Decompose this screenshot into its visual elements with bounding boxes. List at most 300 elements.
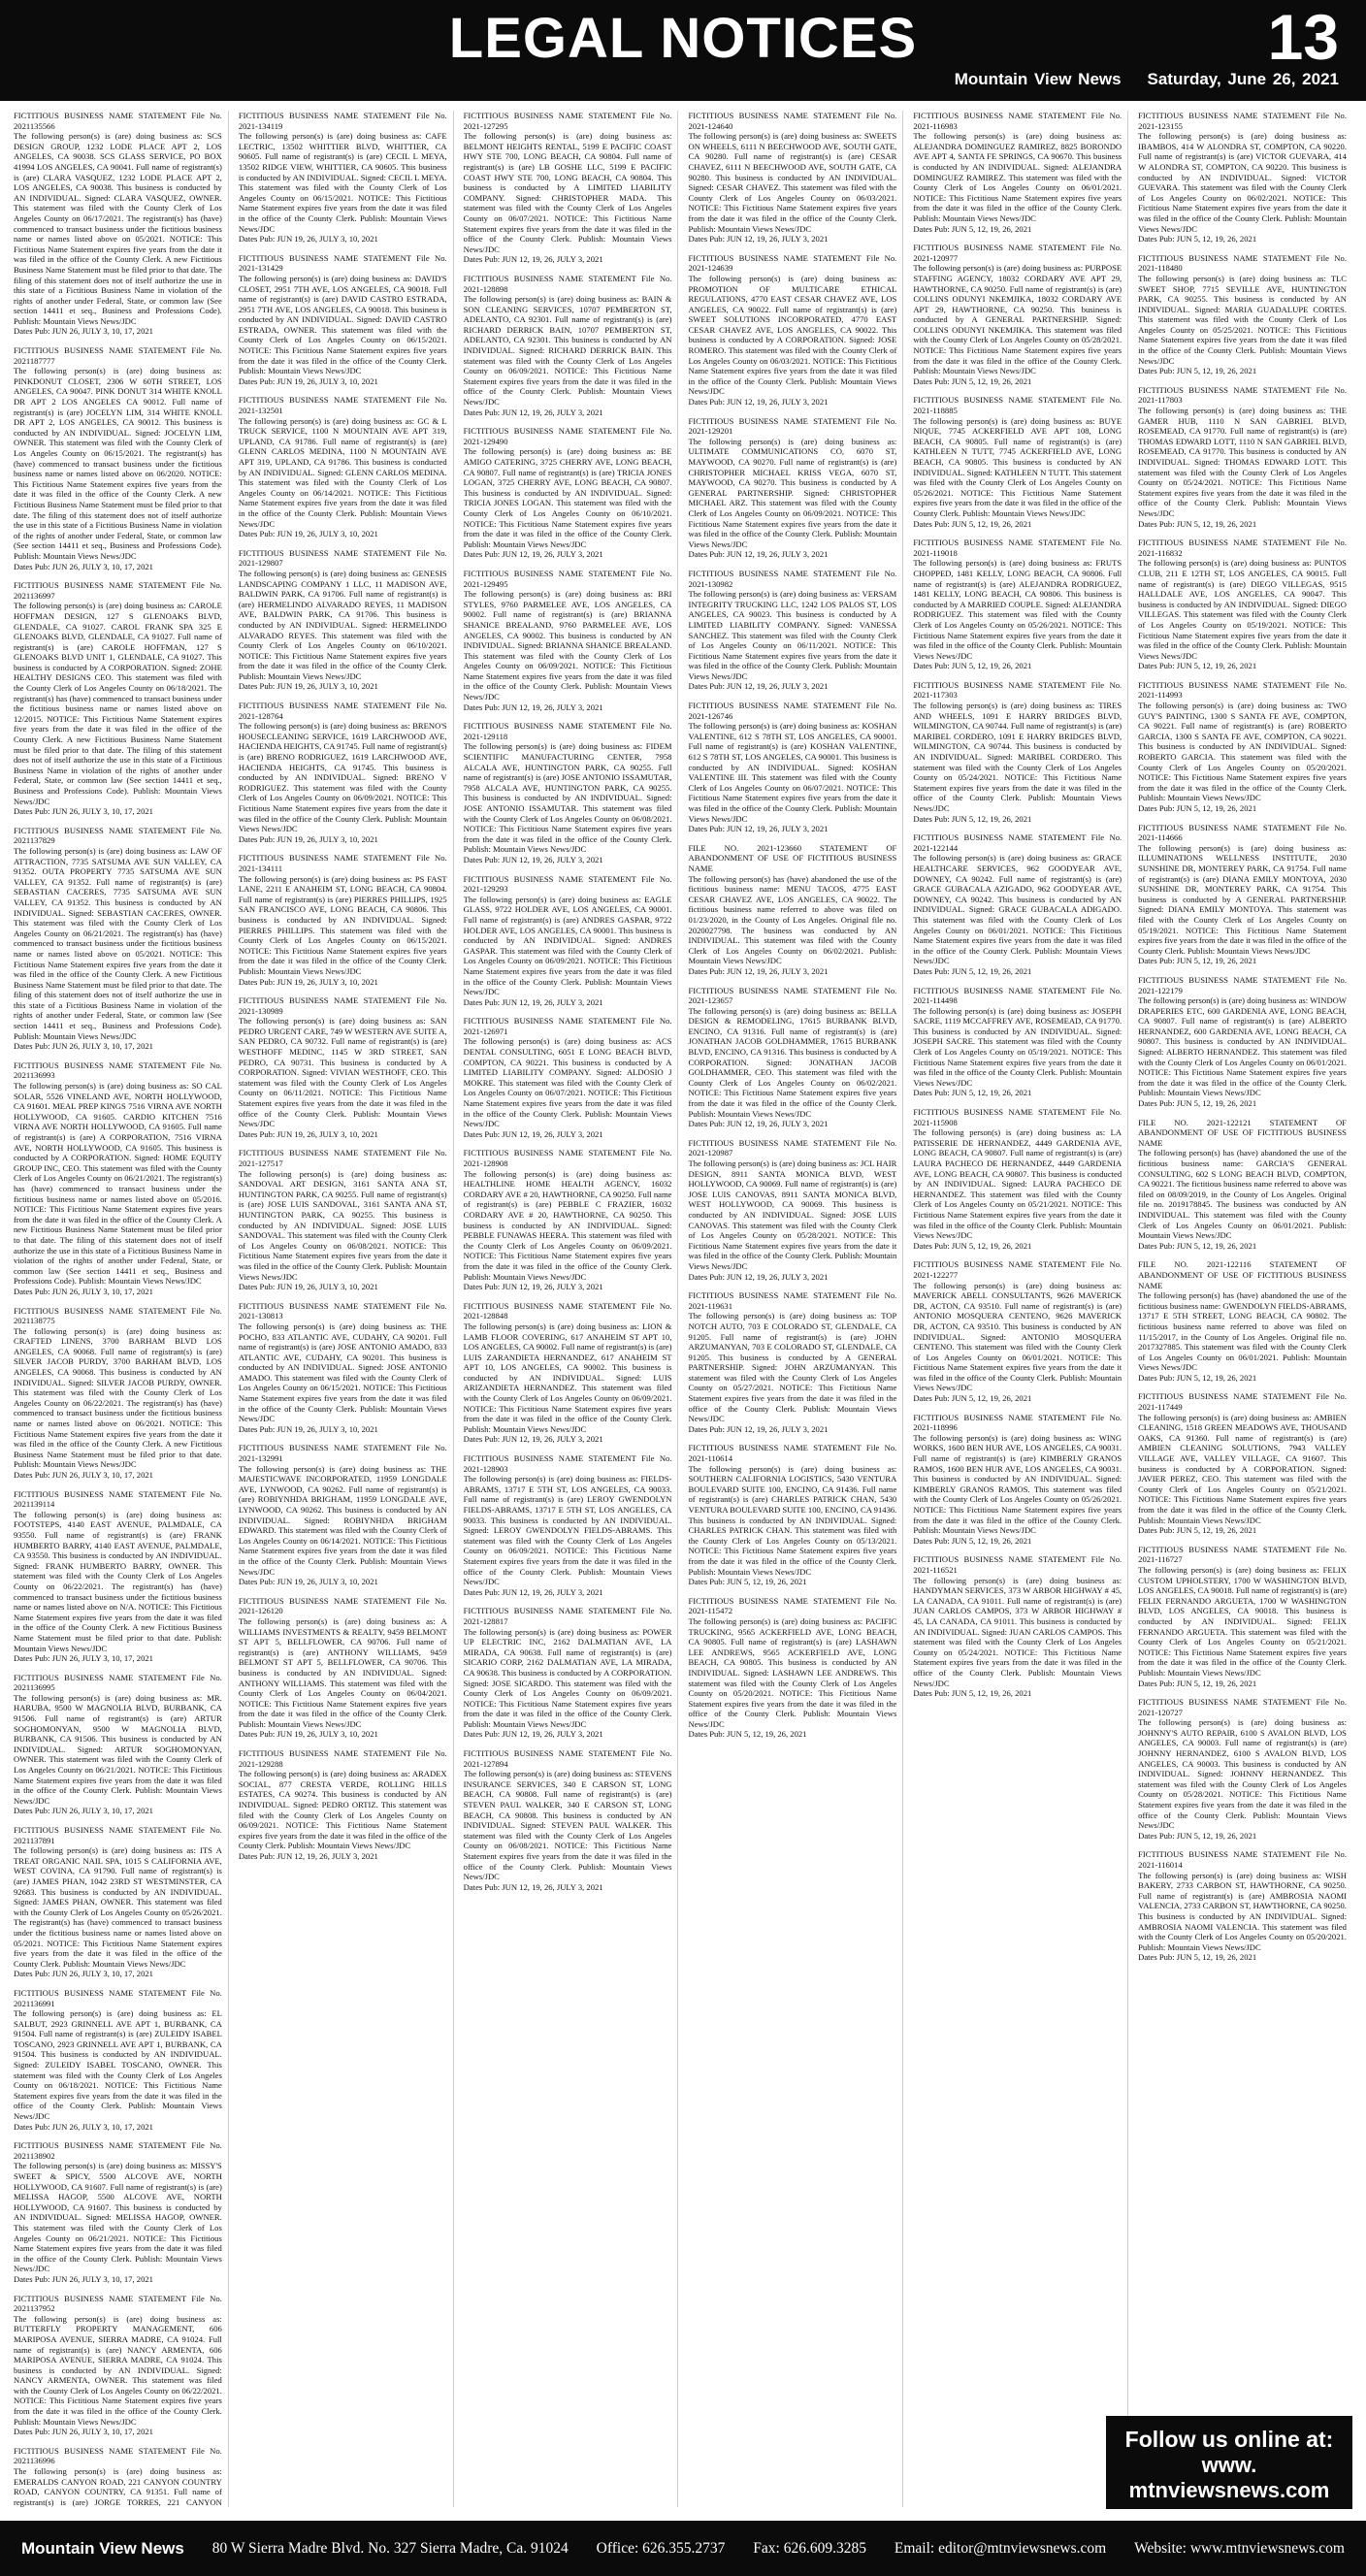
- notice-head: FICTITIOUS BUSINESS NAME STATEMENT File No. 2021-114498: [913, 985, 1122, 1006]
- notice-head: FICTITIOUS BUSINESS NAME STATEMENT File No. 2021-127295: [463, 111, 672, 131]
- legal-notice: [239, 548, 447, 692]
- notice-body: The following person(s) is (are) doing business as: BELLA DESIGN & REMODELING, 17615 BURBANK BLVD, ENCINO, CA 91316. Full name of registrant(s) is (are) JONATHAN JACOB GOLDHAMMER, 17615 BURBANK BLVD, ENCINO, CA 91316. This business is conducted by A CORPORATION. Signed: JONATHAN JACOB GOLDHAMMER, CEO. This statement was filed with the County Clerk of Los Angeles County on 06/02/2021. NOTICE: This Fictitious Name Statement expires five years from the date it was filed in the office of the County Clerk. Publish: Mountain Views News/JDC: [688, 1005, 897, 1119]
- notice-head: FICTITIOUS BUSINESS NAME STATEMENT File No. 2021-127894: [463, 1748, 672, 1769]
- notice-head: FICTITIOUS BUSINESS NAME STATEMENT File No. 2021135566: [14, 111, 222, 131]
- notice-body: The following person(s) is (are) doing business as: MR. HARUBA, 9500 W MAGNOLIA BLVD, BURBANK, CA 91506. Full name of registrant(s) is (are) ARTUR SOGHOMONYAN, 9500 W MAGNOLIA BLVD, BURBANK, CA 91506. This business is conducted by AN INDIVIDUAL. Signed: ARTUR SOGHOMONYAN, OWNER. This statement was filed with the County Clerk of Los Angeles County on 06/21/2021. NOTICE: This Fictitious Name Statement expires five years from the date it was filed in the office of the County Clerk. Publish: Mountain Views News/JDC: [14, 1692, 222, 1806]
- notice-dates: Dates Pub: JUN 5, 12, 19, 26, 2021: [1138, 1525, 1257, 1536]
- legal-notice: [14, 111, 222, 337]
- notice-dates: Dates Pub: JUN 5, 12, 19, 26, 2021: [1138, 803, 1257, 813]
- footer-paper-name: Mountain View News: [21, 2538, 184, 2558]
- notice-dates: Dates Pub: JUN 26, JULY 3, 10, 17, 2021: [14, 2273, 153, 2284]
- legal-notice: [913, 1107, 1122, 1251]
- issue-date: Saturday, June 26, 2021: [1147, 70, 1339, 88]
- legal-notice: [14, 2446, 222, 2507]
- notice-column: [14, 111, 229, 2507]
- notice-dates: Dates Pub: JUN 5, 12, 19, 26, 2021: [1138, 518, 1257, 529]
- legal-notice: [464, 1016, 672, 1139]
- notice-dates: Dates Pub: JUN 12, 19, 26, JULY 3, 2021: [463, 996, 603, 1007]
- notice-dates: Dates Pub: JUN 5, 12, 19, 26, 2021: [1138, 1952, 1257, 1963]
- legal-notice: [239, 111, 447, 245]
- notice-body: The following person(s) is (are) doing business as: FELIX CUSTOM UPHOLSTERY, 1700 W WASHINGTON BLVD, LOS ANGELES, CA 90018. Full name of registrant(s) is (are) FELIX FERNANDO ARGUETA, 1700 W WASHINGTON BLVD, LOS ANGELES, CA 90018. This business is conducted by AN INDIVIDUAL. Signed: FELIX FERNANDO ARGUETA. This statement was filed with the County Clerk of Los Angeles County on 05/21/2021. NOTICE: This Fictitious Name Statement expires five years from the date it was filed in the office of the County Clerk. Publish: Mountain Views News/JDC: [1138, 1564, 1347, 1678]
- notice-dates: Dates Pub: JUN 26, JULY 3, 10, 17, 2021: [14, 806, 153, 817]
- notice-dates: Dates Pub: JUN 5, 12, 19, 26, 2021: [913, 1088, 1032, 1098]
- legal-notice: [14, 580, 222, 817]
- notice-body: The following person(s) is (are) doing business as: A WILLIAMS INVESTMENTS & REALTY, 9459 BELMONT ST APT 5, BELLFLOWER, CA 90706. Full name of registrant(s) is (are) ANTHONY WILLIAMS, 9459 BELMONT ST APT 5, BELLFLOWER, CA 90706. This business is conducted by AN INDIVIDUAL. Signed: ANTHONY WILLIAMS. This statement was filed with the County Clerk of Los Angeles County on 06/04/2021. NOTICE: This Fictitious Name Statement expires five years from the date it was filed in the office of the County Clerk. Publish: Mountain Views News/JDC: [238, 1615, 447, 1729]
- notice-dates: Dates Pub: JUN 26, JULY 3, 10, 17, 2021: [14, 1969, 153, 1979]
- legal-notice: [1138, 253, 1347, 376]
- notice-body: The following person(s) is (are) doing business as: TWO GUY'S PAINTING, 1300 S SANTA FE AVE, COMPTON, CA 90221. Full name of registrant(s) is (are) ROBERTO GARCIA, 1300 S SANTA FE AVE, COMPTON, CA 90221. This business is conducted by AN INDIVIDUAL. Signed: ROBERTO GARCIA. This statement was filed with the County Clerk of Los Angeles County on 05/20/2021. NOTICE: This Fictitious Name Statement expires five years from the date it was filed in the office of the County Clerk. Publish: Mountain Views News/JDC: [1138, 701, 1347, 803]
- legal-notice: [688, 253, 896, 408]
- legal-notice: [1138, 1391, 1347, 1535]
- paper-name: Mountain View News: [954, 70, 1122, 88]
- legal-notice: [14, 1988, 222, 2132]
- notice-body: The following person(s) is (are) doing business as: ARADEX SOCIAL, 877 CRESTA VERDE, ROLLING HILLS ESTATES, CA 90274. This business is conducted by AN INDIVIDUAL. Signed: PEDRO ORTIZ. This statement was filed with the County Clerk of Los Angeles County on 06/09/2021. NOTICE: This Fictitious Name Statement expires five years from the date it was filed in the office of the County Clerk. Publish: Mountain Views News/JDC: [238, 1769, 447, 1851]
- legal-notice: [913, 1259, 1122, 1403]
- notice-body: The following person(s) is (are) doing business as: BUTTERFLY PROPERTY MANAGEMENT, 606 MARIPOSA AVENUE, SIERRA MADRE, CA 91024. Full name of registrant(s) is (are) NANCY ARMENTA, 606 MARIPOSA AVENUE, SIERRA MADRE, CA 91024. This business is conducted by AN INDIVIDUAL. Signed: NANCY ARMENTA, OWNER. This statement was filed with the County Clerk of Los Angeles County on 06/22/2021. NOTICE: This Fictitious Name Statement expires five years from the date it was filed in the office of the County Clerk. Publish: Mountain Views News/JDC: [14, 2313, 222, 2427]
- legal-notice: [239, 995, 447, 1139]
- notice-body: The following person(s) is (are) doing business as: MAVERICK ABELL CONSULTANTS, 9626 MAVERICK DR, ACTON, CA 93510. Full name of registrant(s) is (are) ANTONIO MOSQUERA CENTENO, 9626 MAVERICK DR, ACTON, CA 93510. This business is conducted by AN INDIVIDUAL. Signed: ANTONIO MOSQUERA CENTENO. This statement was filed with the County Clerk of Los Angeles County on 06/01/2021. NOTICE: This Fictitious Name Statement expires five years from the date it was filed in the office of the County Clerk. Publish: Mountain Views News/JDC: [913, 1280, 1122, 1393]
- notice-dates: Dates Pub: JUN 5, 12, 19, 26, 2021: [913, 965, 1032, 976]
- notice-body: The following person(s) is (are) doing business as: THE GAMER HUB, 1110 N SAN GABRIEL BLVD, ROSEMEAD, CA 91770. Full name of registrant(s) is (are) THOMAS EDWARD LOTT, 1110 N SAN GABRIEL BLVD, ROSEMEAD, CA 91770. This business is conducted by AN INDIVIDUAL. Signed: THOMAS EDWARD LOTT. This statement was filed with the County Clerk of Los Angeles County on 05/24/2021. NOTICE: This Fictitious Name Statement expires five years from the date it was filed in the office of the County Clerk. Publish: Mountain Views News/JDC: [1138, 406, 1347, 518]
- legal-notice: [464, 1453, 672, 1597]
- notice-body: The following person(s) is (are) doing business as: PUNTOS CLUB, 211 E 12TH ST, LOS ANGELES, CA 90015. Full name of registrant(s) is (are) DIEGO VILLEGAS, 9515 HALLDALE AVE, LOS ANGELES, CA 90047. This business is conducted by AN INDIVIDUAL. Signed: DIEGO VILLEGAS. This statement was filed with the County Clerk of Los Angeles County on 05/19/2021. NOTICE: This Fictitious Name Statement expires five years from the date it was filed in the office of the County Clerk. Publish: Mountain Views News/JDC: [1138, 558, 1347, 661]
- legal-notice: [1138, 111, 1347, 245]
- legal-notice: [688, 986, 896, 1129]
- notice-dates: Dates Pub: JUN 26, JULY 3, 10, 17, 2021: [14, 561, 153, 571]
- notice-body: The following person(s) is (are) doing business as: IBAMBOS, 414 W ALONDRA ST, COMPTON, CA 90220. Full name of registrant(s) is (are) VICTOR GUEVARA, 414 W ALONDRA ST, COMPTON, CA 90220. This business is conducted by AN INDIVIDUAL. Signed: VICTOR GUEVARA. This statement was filed with the County Clerk of Los Angeles County on 06/02/2021. NOTICE: This Fictitious Name Statement expires five years from the date it was filed in the office of the County Clerk. Publish: Mountain Views News/JDC: [1138, 131, 1347, 234]
- legal-notice: [1138, 823, 1347, 966]
- legal-notice: [239, 395, 447, 538]
- notice-body: The following person(s) is (are) doing business as: GENESIS LANDSCAPING COMPANY 1 LLC, 11 MADISON AVE, BALDWIN PARK, CA 91706. Full name of registrant(s) is (are) HERMELINDO ALVARADO REYES, 11 MADISON AVE, BALDWIN PARK, CA 91706. This business is conducted by AN INDIVIDUAL. Signed: HERMELINDO ALVARADO REYES. This statement was filed with the County Clerk of Los Angeles County on 06/10/2021. NOTICE: This Fictitious Name Statement expires five years from the date it was filed in the office of the County Clerk. Publish: Mountain Views News/JDC: [238, 568, 447, 681]
- notice-body: The following person(s) is (are) doing business as: TIRES AND WHEELS, 1091 E HARRY BRIDGES BLVD, WILMINGTON, CA 90744. Full name of registrant(s) is (are) MARIBEL CORDERO, 1091 E HARRY BRIDGES BLVD, WILMINGTON, CA 90744. This business is conducted by AN INDIVIDUAL. Signed: MARIBEL CORDERO. This statement was filed with the County Clerk of Los Angeles County on 05/24/2021. NOTICE: This Fictitious Name Statement expires five years from the date it was filed in the office of the County Clerk. Publish: Mountain Views News/JDC: [913, 701, 1122, 813]
- legal-notice: [464, 874, 672, 1008]
- notice-dates: Dates Pub: JUN 5, 12, 19, 26, 2021: [1138, 661, 1257, 671]
- notice-dates: Dates Pub: JUN 12, 19, 26, JULY 3, 2021: [463, 854, 603, 864]
- notice-dates: Dates Pub: JUN 12, 19, 26, JULY 3, 2021: [688, 234, 829, 245]
- notice-dates: Dates Pub: JUN 12, 19, 26, JULY 3, 2021: [688, 397, 829, 408]
- notice-head: FICTITIOUS BUSINESS NAME STATEMENT File No. 2021-129288: [238, 1748, 447, 1769]
- notice-head: FILE NO. 2021-123660 STATEMENT OF ABANDONMENT OF USE OF FICTITIOUS BUSINESS NAME: [688, 842, 897, 873]
- notice-body: The following person(s) is (are) doing business as: BAIN & SON CLEANING SERVICES, 10707 PEMBERTON ST, ADELANTO, CA 92301. Full name of registrant(s) is (are) RICHARD DERRICK BAIN, 10707 PEMBERTON ST, ADELANTO, CA 92301. This business is conducted by AN INDIVIDUAL. Signed: RICHARD DERRICK BAIN. This statement was filed with the County Clerk of Los Angeles County on 06/09/2021. NOTICE: This Fictitious Name Statement expires five years from the date it was filed in the office of the County Clerk. Publish: Mountain Views News/JDC: [463, 294, 672, 408]
- notice-dates: Dates Pub: JUN 19, 26, JULY 3, 10, 2021: [238, 1128, 378, 1139]
- notice-dates: Dates Pub: JUN 12, 19, 26, JULY 3, 2021: [463, 701, 603, 712]
- notice-head: FICTITIOUS BUSINESS NAME STATEMENT File No. 2021136996: [14, 2445, 222, 2466]
- notice-body: The following person(s) is (are) doing business as: CAFE LECTRIC, 13502 WHITTIER BLVD, WHITTIER, CA 90605. Full name of registrant(s) is (are) CECIL L MEYA, 13502 RIDGE VIEW, WHITTIER, CA 90605. This business is conducted by AN INDIVIDUAL. Signed: CECIL L MEYA. This statement was filed with the County Clerk of Los Angeles County on 06/15/2021. NOTICE: This Fictitious Name Statement expires five years from the date it was filed in the office of the County Clerk. Publish: Mountain Views News/JDC: [238, 131, 447, 234]
- notice-head: FICTITIOUS BUSINESS NAME STATEMENT File No. 2021-118996: [913, 1412, 1122, 1433]
- legal-notice: [239, 253, 447, 387]
- notice-dates: Dates Pub: JUN 5, 12, 19, 26, 2021: [913, 518, 1032, 529]
- notice-head: FICTITIOUS BUSINESS NAME STATEMENT File No. 2021-127517: [238, 1148, 447, 1168]
- notice-dates: Dates Pub: JUN 5, 12, 19, 26, 2021: [1138, 234, 1257, 245]
- notice-body: The following person(s) is (are) doing business as: TOP NOTCH AUTO, 703 E COLORADO ST, GLENDALE, CA 91205. Full name of registrant(s) is (are) JOHN ARZUMANYAN, 703 E COLORADO ST, GLENDALE, CA 91205. This business is conducted by A GENERAL PARTNERSHIP. Signed: JOHN ARZUMANYAN. This statement was filed with the County Clerk of Los Angeles County on 05/27/2021. NOTICE: This Fictitious Name Statement expires five years from the date it was filed in the office of the County Clerk. Publish: Mountain Views News/JDC: [688, 1311, 897, 1424]
- notice-dates: Dates Pub: JUN 26, JULY 3, 10, 17, 2021: [14, 1806, 153, 1816]
- notice-dates: Dates Pub: JUN 19, 26, JULY 3, 10, 2021: [238, 1282, 378, 1292]
- legal-notice: [913, 680, 1122, 824]
- notice-head: FICTITIOUS BUSINESS NAME STATEMENT File No. 2021-120977: [913, 243, 1122, 263]
- legal-notice: [14, 2140, 222, 2284]
- footer-address: 80 W Sierra Madre Blvd. No. 327 Sierra Madre, Ca. 91024: [211, 2539, 569, 2557]
- notice-body: The following person(s) is (are) doing business as: HANDYMAN SERVICES, 373 W ARBOR HIGHWAY # 45, LA CANADA, CA 91011. Full name of registrant(s) is (are) JUAN CARLOS CAMPOS, 373 W ARBOR HIGHWAY # 45, LA CANADA, CA 91011. This business is conducted by AN INDIVIDUAL. Signed: JUAN CARLOS CAMPOS. This statement was filed with the County Clerk of Los Angeles County on 05/24/2021. NOTICE: This Fictitious Name Statement expires five years from the date it was filed in the office of the County Clerk. Publish: Mountain Views News/JDC: [913, 1575, 1122, 1688]
- notice-dates: Dates Pub: JUN 12, 19, 26, JULY 3, 2021: [238, 1851, 378, 1861]
- notice-dates: Dates Pub: JUN 5, 12, 19, 26, 2021: [1138, 1098, 1257, 1109]
- legal-notice: [688, 843, 896, 977]
- legal-notice: [464, 426, 672, 560]
- notice-head: FICTITIOUS BUSINESS NAME STATEMENT File No. 2021-114993: [1138, 679, 1347, 701]
- notice-dates: Dates Pub: JUN 26, JULY 3, 10, 17, 2021: [14, 2121, 153, 2132]
- legal-notice: [1138, 975, 1347, 1109]
- legal-notice: [239, 1443, 447, 1586]
- notice-body: The following person(s) is (are) doing business as: PURPOSE STAFFING AGENCY, 18032 CORDARY AVE APT 29, HAWTHORNE, CA 90250. Full name of registrant(s) is (are) COLLINS ODUNYI NKEMJIKA, 18032 CORDARY AVE APT 29, HAWTHORNE, CA 90250. This business is conducted by A GENERAL PARTNERSHIP. Signed: COLLINS ODUNYI NKEMJIKA. This statement was filed with the County Clerk of Los Angeles County on 05/28/2021. NOTICE: This Fictitious Name Statement expires five years from the date it was filed in the office of the County Clerk. Publish: Mountain Views News/JDC: [913, 263, 1122, 376]
- notice-dates: Dates Pub: JUN 12, 19, 26, JULY 3, 2021: [463, 1729, 603, 1740]
- notice-dates: Dates Pub: JUN 12, 19, 26, JULY 3, 2021: [688, 965, 829, 976]
- notice-column: [1138, 111, 1352, 2507]
- notice-body: The following person(s) is (are) doing business as: SCS DESIGN GROUP, 1232 LODE PLACE APT 2, LOS ANGELES, CA 90038. SCS GLASS SERVICE, PO BOX 41994 LOS ANGELES, CA 90041. Full name of registrant(s) is (are) CLARA VASQUEZ, 1232 LODE PLACE APT 2, LOS ANGELES, CA 90038. This business is conducted by AN INDIVIDUAL. Signed: CLARA VASQUEZ, OWNER. This statement was filed with the County Clerk of Los Angeles County on 06/17/2021. The registrant(s) has (have) commenced to transact business under the fictitious business name or names listed above on 05/2021. NOTICE: This Fictitious Name Statement expires five years from the date it was filed in the office of the County Clerk. A new Fictitious Business Name Statement must be filed prior to that date. The filing of this statement does not of itself authorize the use in this state of a Fictitious Business Name in violation of the rights of another under Federal, State, or common law (See section 14411 et seq., Business and Professions Code). Publish: Mountain Views News/JDC: [14, 131, 222, 326]
- notice-head: FICTITIOUS BUSINESS NAME STATEMENT File No. 2021-131429: [238, 252, 447, 274]
- notice-head: FICTITIOUS BUSINESS NAME STATEMENT File No. 2021-128848: [463, 1300, 672, 1321]
- notice-head: FICTITIOUS BUSINESS NAME STATEMENT File No. 2021-128898: [463, 273, 672, 294]
- legal-notice: [464, 274, 672, 417]
- notice-dates: Dates Pub: JUN 19, 26, JULY 3, 10, 2021: [238, 234, 378, 245]
- notice-head: FICTITIOUS BUSINESS NAME STATEMENT File No. 2021-116832: [1138, 538, 1347, 558]
- notice-dates: Dates Pub: JUN 12, 19, 26, JULY 3, 2021: [463, 254, 603, 265]
- follow-online-box[interactable]: [1106, 2416, 1352, 2509]
- notice-body: The following person(s) is (are) doing business as: BRENO'S HOUSECLEANING SERVICE, 1619 LARCHWOOD AVE, HACIENDA HEIGHTS, CA 91745. Full name of registrant(s) is (are) BRENO RODRIGUEZ, 1619 LARCHWOOD AVE, HACIENDA HEIGHTS, CA 91745. This business is conducted by AN INDIVIDUAL. Signed: BRENO V RODRIGUEZ. This statement was filed with the County Clerk of Los Angeles County on 06/09/2021. NOTICE: This Fictitious Name Statement expires five years from the date it was filed in the office of the County Clerk. Publish: Mountain Views News/JDC: [238, 721, 447, 834]
- notice-head: FICTITIOUS BUSINESS NAME STATEMENT File No. 2021-129293: [463, 873, 672, 895]
- follow-label: Follow us online at:: [1124, 2427, 1334, 2452]
- legal-notice: [913, 395, 1122, 529]
- notice-head: FICTITIOUS BUSINESS NAME STATEMENT File No. 2021-119631: [688, 1290, 897, 1311]
- notice-head: FICTITIOUS BUSINESS NAME STATEMENT File No. 2021137829: [14, 825, 222, 846]
- notice-dates: Dates Pub: JUN 5, 12, 19, 26, 2021: [688, 1577, 807, 1587]
- notice-head: FICTITIOUS BUSINESS NAME STATEMENT File No. 2021-128908: [463, 1148, 672, 1168]
- notice-body: The following person(s) is (are) doing business as: MISSY'S SWEET & SPICY, 5500 ALCOVE AVE, NORTH HOLLYWOOD, CA 91607. Full name of registrant(s) is (are) MELISSA HAGOP, 5500 ALCOVE AVE, NORTH HOLLYWOOD, CA 91607. This business is conducted by AN INDIVIDUAL. Signed: MELISSA HAGOP, OWNER. This statement was filed with the County Clerk of Los Angeles County on 06/21/2021. NOTICE: This Fictitious Name Statement expires five years from the date it was filed in the office of the County Clerk. Publish: Mountain Views News/JDC: [14, 2161, 222, 2274]
- notice-dates: Dates Pub: JUN 26, JULY 3, 10, 17, 2021: [14, 1041, 153, 1052]
- masthead: [0, 0, 1366, 101]
- notice-head: FICTITIOUS BUSINESS NAME STATEMENT File No. 2021-115472: [688, 1595, 897, 1616]
- notice-body: The following person(s) is (are) doing business as: GC & L TRUCK SERVICE, 1100 N MOUNTAIN AVE APT 319, UPLAND, CA 91786. Full name of registrant(s) is (are) GLENN CARLOS MEDINA, 1100 N MOUNTAIN AVE APT 319, UPLAND, CA 91786. This business is conducted by AN INDIVIDUAL. Signed: GLENN CARLOS MEDINA. This statement was filed with the County Clerk of Los Angeles County on 06/14/2021. NOTICE: This Fictitious Name Statement expires five years from the date it was filed in the office of the County Clerk. Publish: Mountain Views News/JDC: [238, 415, 447, 529]
- notice-body: The following person(s) is (are) doing business as: FIDEM SCIENTIFIC MANUFACTURING CENTER, 7958 ALCALA AVE, HUNTINGTON PARK, CA 90255. Full name of registrant(s) is (are) JOSE ANTONIO ISSAMUTAR, 7958 ALCALA AVE, HUNTINGTON PARK, CA 90255. This business is conducted by AN INDIVIDUAL. Signed: JOSE ANTONIO ISSAMUTAR. This statement was filed with the County Clerk of Los Angeles County on 06/08/2021. NOTICE: This Fictitious Name Statement expires five years from the date it was filed in the office of the County Clerk. Publish: Mountain Views News/JDC: [463, 741, 672, 855]
- legal-notice: [14, 1825, 222, 1979]
- legal-notice: [688, 416, 896, 560]
- notice-dates: Dates Pub: JUN 19, 26, JULY 3, 10, 2021: [238, 1577, 378, 1587]
- legal-notice: [239, 1748, 447, 1862]
- notice-head: FICTITIOUS BUSINESS NAME STATEMENT File No. 2021137891: [14, 1825, 222, 1845]
- notice-head: FICTITIOUS BUSINESS NAME STATEMENT File No. 2021-120987: [688, 1137, 897, 1158]
- legal-notice: [913, 243, 1122, 386]
- notice-head: FICTITIOUS BUSINESS NAME STATEMENT File No. 2021-116983: [913, 111, 1122, 131]
- notice-body: The following person(s) is (are) doing business as: THE MAJESTICWAVE INCORPORATED, 11959 LONGDALE AVE, LYNWOOD, CA 90262. Full name of registrant(s) is (are) ROBIYNHDA BRIGHAM, 11959 LONGDALE AVE, LYNWOOD, CA 90262. This business is conducted by AN INDIVIDUAL. Signed: ROBIYNHDA BRIGHAM EDWARD. This statement was filed with the County Clerk of Los Angeles County on 06/14/2021. NOTICE: This Fictitious Name Statement expires five years from the date it was filed in the office of the County Clerk. Publish: Mountain Views News/JDC: [238, 1463, 447, 1577]
- notice-columns: [14, 111, 1352, 2507]
- legal-notice: [239, 1148, 447, 1291]
- notice-head: FICTITIOUS BUSINESS NAME STATEMENT File No. 2021-122179: [1138, 974, 1347, 995]
- legal-notice: [239, 1596, 447, 1740]
- legal-notice: [14, 1673, 222, 1816]
- notice-head: FICTITIOUS BUSINESS NAME STATEMENT File No. 2021-117449: [1138, 1391, 1347, 1413]
- section-title: LEGAL NOTICES: [448, 7, 918, 70]
- notice-body: The following person(s) is (are) doing business as: FRUTS CHOPPED, 1481 KELLY, LONG BEACH, CA 90806. Full name of registrant(s) is (are) ALEJANDRA RODRIGUEZ, 1481 KELLY, LONG BEACH, CA 90806. This business is conducted by A MARRIED COUPLE. Signed: ALEJANDRA RODRIGUEZ. This statement was filed with the County Clerk of Los Angeles County on 05/26/2021. NOTICE: This Fictitious Name Statement expires five years from the date it was filed in the office of the County Clerk. Publish: Mountain Views News/JDC: [913, 558, 1122, 661]
- notice-body: The following person(s) is (are) doing business as: VERSAM INTEGRITY TRUCKING LLC, 1242 LOS PALOS ST, LOS ANGELES, CA 90023. This business is conducted by A LIMITED LIABILITY COMPANY. Signed: VANESSA SANCHEZ. This statement was filed with the County Clerk of Los Angeles County on 06/11/2021. NOTICE: This Fictitious Name Statement expires five years from the date it was filed in the office of the County Clerk. Publish: Mountain Views News/JDC: [688, 589, 897, 681]
- notice-body: The following person(s) is (are) doing business as: BELMONT HEIGHTS RENTAL, 5199 E PACIFIC COAST HWY STE 700, LONG BEACH, CA 90804. Full name of registrant(s) is (are) LB GOSHE LLC, 5199 E PACIFIC COAST HWY STE 700, LONG BEACH, CA 90804. This business is conducted by A LIMITED LIABILITY COMPANY. Signed: CHRISTOPHER MADA. This statement was filed with the County Clerk of Los Angeles County on 06/07/2021. NOTICE: This Fictitious Name Statement expires five years from the date it was filed in the office of the County Clerk. Publish: Mountain Views News/JDC: [463, 131, 672, 254]
- notice-body: The following person(s) is (are) doing business as: EL SALBUT, 2923 GRINNELL AVE APT 1, BURBANK, CA 91504. Full name of registrant(s) is (are) ZULEIDY ISABEL TOSCANO, 2923 GRINNELL AVE APT 1, BURBANK, CA 91504. This business is conducted by AN INDIVIDUAL. Signed: ZULEIDY ISABEL TOSCANO, OWNER. This statement was filed with the County Clerk of Los Angeles County on 06/18/2021. NOTICE: This Fictitious Name Statement expires five years from the date it was filed in the office of the County Clerk. Publish: Mountain Views News/JDC: [14, 2008, 222, 2122]
- footer-email[interactable]: Email: editor@mtnviewsnews.com: [894, 2539, 1107, 2557]
- notice-dates: Dates Pub: JUN 5, 12, 19, 26, 2021: [913, 375, 1032, 386]
- footer-fax: Fax: 626.609.3285: [753, 2539, 866, 2557]
- notice-body: The following person(s) has (have) abandoned the use of the fictitious business name: GARCIA'S GENERAL CONSULTING, 602 S LONG BEACH BLVD, COMPTON, CA 90221. The fictitious business name referred to above was filed on 08/09/2019, in the County of Los Angeles. Original file no. 2019178845. The business was conducted by AN INDIVIDUAL. This statement was filed with the County Clerk of Los Angeles County on 06/01/2021. Publish: Mountain Views News/JDC: [1138, 1148, 1347, 1241]
- notice-body: The following person(s) is (are) doing business as: JOSEPH SACRE, 1119 MCCAFFREY AVE, ROSEMEAD, CA 91770. This business is conducted by AN INDIVIDUAL. Signed: JOSEPH SACRE. This statement was filed with the County Clerk of Los Angeles County on 05/19/2021. NOTICE: This Fictitious Name Statement expires five years from the date it was filed in the office of the County Clerk. Publish: Mountain Views News/JDC: [913, 1005, 1122, 1088]
- legal-notice: [688, 569, 896, 692]
- notice-body: The following person(s) is (are) doing business as: POWER UP ELECTRIC INC, 2162 DALMATIAN AVE, LA MIRADA, CA 90638. Full name of registrant(s) is (are) SICARIO CORP, 2162 DALMATIAN AVE, LA MIRADA, CA 90638. This business is conducted by A CORPORATION. Signed: JOSE SICARDO. This statement was filed with the County Clerk of Los Angeles County on 06/09/2021. NOTICE: This Fictitious Name Statement expires five years from the date it was filed in the office of the County Clerk. Publish: Mountain Views News/JDC: [463, 1626, 672, 1729]
- notice-head: FICTITIOUS BUSINESS NAME STATEMENT File No. 2021-124639: [688, 252, 897, 274]
- notice-head: FICTITIOUS BUSINESS NAME STATEMENT File No. 2021-118885: [913, 395, 1122, 416]
- legal-notice: [688, 1290, 896, 1434]
- notice-head: FICTITIOUS BUSINESS NAME STATEMENT File No. 2021-126746: [688, 701, 897, 721]
- website-prefix: www.: [1201, 2453, 1257, 2477]
- notice-dates: Dates Pub: JUN 12, 19, 26, JULY 3, 2021: [463, 1128, 603, 1139]
- notice-dates: Dates Pub: JUN 12, 19, 26, JULY 3, 2021: [688, 1119, 829, 1129]
- notice-head: FICTITIOUS BUSINESS NAME STATEMENT File No. 2021-124640: [688, 111, 897, 131]
- notice-dates: Dates Pub: JUN 5, 12, 19, 26, 2021: [913, 223, 1032, 234]
- legal-notice: [14, 1306, 222, 1481]
- notice-dates: Dates Pub: JUN 5, 12, 19, 26, 2021: [913, 661, 1032, 671]
- notice-head: FICTITIOUS BUSINESS NAME STATEMENT File No. 2021-120727: [1138, 1697, 1347, 1717]
- notice-body: The following person(s) is (are) doing business as: FIELDS-ABRAMS, 13717 E 5TH ST, LOS ANGELES, CA 90033. Full name of registrant(s) is (are) LEROY GWENDOLYN FIELDS-ABRAMS, 13717 E 5TH ST, LOS ANGELES, CA 90033. This business is conducted by AN INDIVIDUAL. Signed: LEROY GWENDOLYN FIELDS-ABRAMS. This statement was filed with the County Clerk of Los Angeles County on 06/09/2021. NOTICE: This Fictitious Name Statement expires five years from the date it was filed in the office of the County Clerk. Publish: Mountain Views News/JDC: [463, 1474, 672, 1587]
- notice-body: The following person(s) is (are) doing business as: SOUTHERN CALIFORNIA LOGISTICS, 5430 VENTURA BOULEVARD SUITE 100, ENCINO, CA 91436. Full name of registrant(s) is (are) CHARLES PATRICK CHAN, 5430 VENTURA BOULEVARD SUITE 100, ENCINO, CA 91436. This business is conducted by AN INDIVIDUAL. Signed: CHARLES PATRICK CHAN. This statement was filed with the County Clerk of Los Angeles County on 05/13/2021. NOTICE: This Fictitious Name Statement expires five years from the date it was filed in the office of the County Clerk. Publish: Mountain Views News/JDC: [688, 1463, 897, 1577]
- notice-body: The following person(s) is (are) doing business as: BRI STYLES, 9760 PARMELEE AVE, LOS ANGELES, CA 90002. Full name of registrant(s) is (are) BRIANNA SHANICE BREALAND, 9760 PARMELEE AVE, LOS ANGELES, CA 90002. This business is conducted by AN INDIVIDUAL. Signed: BRIANNA SHANICE BREALAND. This statement was filed with the County Clerk of Los Angeles County on 06/09/2021. NOTICE: This Fictitious Name Statement expires five years from the date it was filed in the office of the County Clerk. Publish: Mountain Views News/JDC: [463, 589, 672, 702]
- notice-head: FICTITIOUS BUSINESS NAME STATEMENT File No. 2021-130982: [688, 568, 897, 589]
- legal-notice: [913, 538, 1122, 671]
- notice-dates: Dates Pub: JUN 12, 19, 26, JULY 3, 2021: [688, 1423, 829, 1434]
- notice-head: FICTITIOUS BUSINESS NAME STATEMENT File No. 2021-132501: [238, 395, 447, 416]
- notice-body: The following person(s) is (are) doing business as: SAN PEDRO URGENT CARE, 749 W WESTERN AVE SUITE A, SAN PEDRO, CA 90732. Full name of registrant(s) is (are) WESTHOFF MEDINC, 1145 W 3RD STREET, SAN PEDRO, CA 90731. This business is conducted by A CORPORATION. Signed: VIVIAN WESTHOFF, CEO. This statement was filed with the County Clerk of Los Angeles County on 06/11/2021. NOTICE: This Fictitious Name Statement expires five years from the date it was filed in the office of the County Clerk. Publish: Mountain Views News/JDC: [238, 1016, 447, 1129]
- notice-body: The following person(s) is (are) doing business as: PACIFIC TRUCKING, 9565 ACKERFIELD AVE, LONG BEACH, CA 90805. Full name of registrant(s) is (are) LASHAWN LEE ANDREWS, 9565 ACKERFIELD AVE, LONG BEACH, CA 90805. This business is conducted by AN INDIVIDUAL. Signed: LASHAWN LEE ANDREWS. This statement was filed with the County Clerk of Los Angeles County on 05/20/2021. NOTICE: This Fictitious Name Statement expires five years from the date it was filed in the office of the County Clerk. Publish: Mountain Views News/JDC: [688, 1615, 897, 1729]
- notice-dates: Dates Pub: JUN 5, 12, 19, 26, 2021: [913, 1240, 1032, 1251]
- notice-body: The following person(s) is (are) doing business as: PS FAST LANE, 2211 E ANAHEIM ST, LONG BEACH, CA 90804. Full name of registrant(s) is (are) PIERRES PHILLIPS, 1925 SAN FRANCISCO AVE, LONG BEACH, CA 90806. This business is conducted by AN INDIVIDUAL. Signed: PIERRES PHILLIPS. This statement was filed with the County Clerk of Los Angeles County on 06/15/2021. NOTICE: This Fictitious Name Statement expires five years from the date it was filed in the office of the County Clerk. Publish: Mountain Views News/JDC: [238, 873, 447, 976]
- notice-dates: Dates Pub: JUN 26, JULY 3, 10, 17, 2021: [14, 1286, 153, 1296]
- notice-head: FICTITIOUS BUSINESS NAME STATEMENT File No. 2021-134111: [238, 853, 447, 873]
- notice-body: The following person(s) is (are) doing business as: LA PATISSERIE DE HERNANDEZ, 4449 GARDENIA AVE, LONG BEACH, CA 90807. Full name of registrant(s) is (are) LAURA PACHECO DE HERNANDEZ, 4449 GARDENIA AVE, LONG BEACH, CA 90807. This business is conducted by AN INDIVIDUAL. Signed: LAURA PACHECO DE HERNANDEZ. This statement was filed with the County Clerk of Los Angeles County on 05/21/2021. NOTICE: This Fictitious Name Statement expires five years from the date it was filed in the office of the County Clerk. Publish: Mountain Views News/JDC: [913, 1127, 1122, 1241]
- notice-dates: Dates Pub: JUN 12, 19, 26, JULY 3, 2021: [463, 407, 603, 417]
- notice-body: The following person(s) is (are) doing business as: PINKDONUT CLOSET, 2306 W 60TH STREET, LOS ANGELES, CA 90047. PINK DONUT 314 WHITE KNOLL DR APT 2 LOS ANGELES CA 90012. Full name of registrant(s) is (are) JOCELYN LIM, 314 WHITE KNOLL DR APT 2, LOS ANGELES, CA 90012. This business is conducted by AN INDIVIDUAL. Signed: JOCELYN LIM, OWNER. This statement was filed with the County Clerk of Los Angeles County on 06/15/2021. The registrant(s) has (have) commenced to transact business under the fictitious business name or names listed above on 06/2020. NOTICE: This Fictitious Name Statement expires five years from the date it was filed in the office of the County Clerk. A new Fictitious Business Name Statement must be filed prior to that date. The filing of this statement does not of itself authorize the use in this state of a Fictitious Business Name in violation of the rights of another under Federal, State, or common law (See section 14411 et seq., Business and Professions Code). Publish: Mountain Views News/JDC: [14, 366, 222, 561]
- notice-dates: Dates Pub: JUN 12, 19, 26, JULY 3, 2021: [688, 1271, 829, 1282]
- notice-head: FICTITIOUS BUSINESS NAME STATEMENT File No. 2021-128817: [463, 1606, 672, 1626]
- legal-notice: [913, 1554, 1122, 1698]
- notice-body: The following person(s) is (are) doing business as: PROMOTION OF MULTICARE ETHICAL REGULATIONS, 4770 EAST CESAR CHAVEZ AVE, LOS ANGELES, CA 90022. Full name of registrant(s) is (are) SWEET SOLUTIONS INCORPORATED, 4770 EAST CESAR CHAVEZ AVE, LOS ANGELES, CA 90022. This business is conducted by A CORPORATION. Signed: JOSE ROMERO. This statement was filed with the County Clerk of Los Angeles County on 06/03/2021. NOTICE: This Fictitious Name Statement expires five years from the date it was filed in the office of the County Clerk. Publish: Mountain Views News/JDC: [688, 273, 897, 397]
- legal-notice: [1138, 1545, 1347, 1688]
- notice-body: The following person(s) is (are) doing business as: WINDOW DRAPERIES ETC, 600 GARDENIA AVE, LONG BEACH, CA 90807. Full name of registrant(s) is (are) ALBERTO HERNANDEZ, 600 GARDENIA AVE, LONG BEACH, CA 90807. This business is conducted by AN INDIVIDUAL. Signed: ALBERTO HERNANDEZ. This statement was filed with the County Clerk of Los Angeles County on 06/01/2021. NOTICE: This Fictitious Name Statement expires five years from the date it was filed in the office of the County Clerk. Publish: Mountain Views News/JDC: [1138, 995, 1347, 1098]
- notice-head: FICTITIOUS BUSINESS NAME STATEMENT File No. 2021-123657: [688, 985, 897, 1006]
- notice-body: The following person(s) is (are) doing business as: SANDOVAL ART DESIGN, 3161 SANTA ANA ST, HUNTINGTON PARK, CA 90255. Full name of registrant(s) is (are) JOSE LUIS SANDOVAL, 3161 SANTA ANA ST, HUNTINGTON PARK, CA 90255. This business is conducted by AN INDIVIDUAL. Signed: JOSE LUIS SANDOVAL. This statement was filed with the County Clerk of Los Angeles County on 06/08/2021. NOTICE: This Fictitious Name Statement expires five years from the date it was filed in the office of the County Clerk. Publish: Mountain Views News/JDC: [238, 1168, 447, 1282]
- notice-head: FILE NO. 2021-122121 STATEMENT OF ABANDONMENT OF USE OF FICTITIOUS BUSINESS NAME: [1138, 1117, 1347, 1148]
- notice-head: FICTITIOUS BUSINESS NAME STATEMENT File No. 2021-118480: [1138, 252, 1347, 274]
- notice-dates: Dates Pub: JUN 5, 12, 19, 26, 2021: [1138, 1372, 1257, 1383]
- notice-head: FICTITIOUS BUSINESS NAME STATEMENT File No. 2021-126971: [463, 1016, 672, 1036]
- notice-head: FICTITIOUS BUSINESS NAME STATEMENT File No. 2021-117803: [1138, 384, 1347, 406]
- notice-dates: Dates Pub: JUN 5, 12, 19, 26, 2021: [1138, 956, 1257, 966]
- notice-head: FICTITIOUS BUSINESS NAME STATEMENT File No. 2021-110614: [688, 1443, 897, 1464]
- legal-notice: [913, 832, 1122, 976]
- legal-notice: [1138, 538, 1347, 671]
- notice-body: The following person(s) is (are) doing business as: ULTIMATE COMMUNICATIONS CO, 6070 ST, MAYWOOD, CA 90270. Full name of registrant(s) is (are) CHRISTOPHER MICHAEL KRISS VEGA, 6070 ST, MAYWOOD, CA 90270. This business is conducted by A GENERAL PARTNERSHIP. Signed: CHRISTOPHER MICHAEL ARZ. This statement was filed with the County Clerk of Los Angeles County on 06/09/2021. NOTICE: This Fictitious Name Statement expires five years from the date it was filed in the office of the County Clerk. Publish: Mountain Views News/JDC: [688, 436, 897, 549]
- legal-notice: [239, 1301, 447, 1435]
- legal-notice: [688, 1443, 896, 1586]
- legal-notice: [688, 1596, 896, 1740]
- notice-body: The following person(s) is (are) doing business as: JCL HAIR DESIGN, 8911 SANTA MONICA BLVD, WEST HOLLYWOOD, CA 90069. Full name of registrant(s) is (are) JOSE LUIS CANOVAS, 8911 SANTA MONICA BLVD, WEST HOLLYWOOD, CA 90069. This business is conducted by AN INDIVIDUAL. Signed: JOSE LUIS CANOVAS. This statement was filed with the County Clerk of Los Angeles County on 05/28/2021. NOTICE: This Fictitious Name Statement expires five years from the date it was filed in the office of the County Clerk. Publish: Mountain Views News/JDC: [688, 1158, 897, 1271]
- legal-notice: [913, 111, 1122, 234]
- legal-notice: [1138, 385, 1347, 529]
- notice-body: The following person(s) is (are) doing business as: HEALTHLINE HOME HEALTH AGENCY, 16032 CORDARY AVE # 20, HAWTHORNE, CA 90250. Full name of registrant(s) is (are) PEBBLE C FRAZIER, 16032 CORDARY AVE # 20, HAWTHORNE, CA 90250. This business is conducted by AN INDIVIDUAL. Signed: PEBBLE FUNAWAS HEERA. This statement was filed with the County Clerk of Los Angeles County on 06/09/2021. NOTICE: This Fictitious Name Statement expires five years from the date it was filed in the office of the County Clerk. Publish: Mountain Views News/JDC: [463, 1168, 672, 1282]
- notice-dates: Dates Pub: JUN 26, JULY 3, 10, 17, 2021: [14, 1470, 153, 1480]
- notice-head: FILE NO. 2021-122116 STATEMENT OF ABANDONMENT OF USE OF FICTITIOUS BUSINESS NAME: [1138, 1259, 1347, 1290]
- notice-dates: Dates Pub: JUN 19, 26, JULY 3, 10, 2021: [238, 529, 378, 539]
- notice-body: The following person(s) has (have) abandoned the use of the fictitious business name: GWENDOLYN FIELDS-ABRAMS, 13717 E 5TH STREET, LONG BEACH, CA 90802. The fictitious business name referred to above was filed on 11/15/2017, in the County of Los Angeles. Original file no. 2017327885. This statement was filed with the County Clerk of Los Angeles County on 06/01/2021. Publish: Mountain Views News/JDC: [1138, 1290, 1347, 1373]
- notice-head: FICTITIOUS BUSINESS NAME STATEMENT File No. 2021-130989: [238, 995, 447, 1016]
- notice-dates: Dates Pub: JUN 12, 19, 26, JULY 3, 2021: [688, 681, 829, 692]
- notice-body: The following person(s) is (are) doing business as: EAGLE GLASS, 9722 HOLDER AVE, LOS ANGELES, CA 90001. Full name of registrant(s) is (are) ANDRES GASPAR, 9722 HOLDER AVE, LOS ANGELES, CA 90001. This business is conducted by AN INDIVIDUAL. Signed: ANDRES GASPAR. This statement was filed with the County Clerk of Los Angeles County on 06/09/2021. NOTICE: This Fictitious Name Statement expires five years from the date it was filed in the office of the County Clerk. Publish: Mountain Views News/JDC: [463, 894, 672, 997]
- legal-notice: [464, 111, 672, 265]
- notice-dates: Dates Pub: JUN 12, 19, 26, JULY 3, 2021: [463, 1586, 603, 1597]
- notice-body: The following person(s) is (are) doing business as: ACS DENTAL CONSULTING, 6051 E LONG BEACH BLVD, COMPTON, CA 90221. This business is conducted by A LIMITED LIABILITY COMPANY. Signed: ALDOSIO J MOKRE. This statement was filed with the County Clerk of Los Angeles County on 06/07/2021. NOTICE: This Fictitious Name Statement expires five years from the date it was filed in the office of the County Clerk. Publish: Mountain Views News/JDC: [463, 1036, 672, 1129]
- notice-dates: Dates Pub: JUN 12, 19, 26, JULY 3, 2021: [463, 1881, 603, 1892]
- notice-body: The following person(s) is (are) doing business as: DAVID'S CLOSET, 2951 7TH AVE, LOS ANGELES, CA 90018. Full name of registrant(s) is (are) DAVID CASTRO ESTRADA, 2951 7TH AVE, LOS ANGELES, CA 90018. This business is conducted by AN INDIVIDUAL. Signed: DAVID CASTRO ESTRADA, OWNER. This statement was filed with the County Clerk of Los Angeles County on 06/15/2021. NOTICE: This Fictitious Name Statement expires five years from the date it was filed in the office of the County Clerk. Publish: Mountain Views News/JDC: [238, 273, 447, 376]
- notice-head: FICTITIOUS BUSINESS NAME STATEMENT File No. 2021-116014: [1138, 1849, 1347, 1870]
- notice-dates: Dates Pub: JUN 5, 12, 19, 26, 2021: [913, 1393, 1032, 1404]
- notice-body: The following person(s) is (are) doing business as: JOHNNY'S AUTO REPAIR, 6100 S AVALON BLVD, LOS ANGELES, CA 90003. Full name of registrant(s) is (are) JOHNNY HERNANDEZ, 6100 S AVALON BLVD, LOS ANGELES, CA 90003. This business is conducted by AN INDIVIDUAL. Signed: JOHNNY HERNANDEZ. This statement was filed with the County Clerk of Los Angeles County on 05/28/2021. NOTICE: This Fictitious Name Statement expires five years from the date it was filed in the office of the County Clerk. Publish: Mountain Views News/JDC: [1138, 1717, 1347, 1831]
- notice-body: The following person(s) is (are) doing business as: ILLUMINATIONS WELLNESS INSTITUTE, 2030 SUNSHINE DR, MONTEREY PARK, CA 91754. Full name of registrant(s) is (are) DIANA EMILY MONTOYA, 2030 SUNSHINE DR, MONTEREY PARK, CA 91754. This business is conducted by A GENERAL PARTNERSHIP. Signed: DIANA EMILY MONTOYA. This statement was filed with the County Clerk of Los Angeles County on 05/19/2021. NOTICE: This Fictitious Name Statement expires five years from the date it was filed in the office of the County Clerk. Publish: Mountain Views News/JDC: [1138, 842, 1347, 956]
- notice-body: The following person(s) is (are) doing business as: TLC SWEET SHOP, 7715 SEVILLE AVE, HUNTINGTON PARK, CA 90255. This business is conducted by AN INDIVIDUAL. Signed: MARIA GUADALUPE CORTES. This statement was filed with the County Clerk of Los Angeles County on 05/25/2021. NOTICE: This Fictitious Name Statement expires five years from the date it was filed in the office of the County Clerk. Publish: Mountain Views News/JDC: [1138, 273, 1347, 366]
- notice-dates: Dates Pub: JUN 19, 26, JULY 3, 10, 2021: [238, 1423, 378, 1434]
- notice-head: FICTITIOUS BUSINESS NAME STATEMENT File No. 2021-122277: [913, 1259, 1122, 1280]
- notice-dates: Dates Pub: JUN 5, 12, 19, 26, 2021: [1138, 1830, 1257, 1841]
- notice-column: [464, 111, 679, 2507]
- notice-head: FICTITIOUS BUSINESS NAME STATEMENT File No. 2021-130813: [238, 1300, 447, 1321]
- notice-column: [688, 111, 903, 2507]
- legal-notice: [14, 826, 222, 1052]
- notice-dates: Dates Pub: JUN 5, 12, 19, 26, 2021: [1138, 366, 1257, 376]
- legal-notice: [688, 111, 896, 245]
- notice-body: The following person(s) is (are) doing business as: FOOTSTEPS, 4140 EAST AVENUE, PALMDALE, CA 93550. Full name of registrant(s) is (are) FRANK HUMBERTO BARRY, 4140 EAST AVENUE, PALMDALE, CA 93550. This business is conducted by AN INDIVIDUAL. Signed: FRANK HUMBERTO BARRY, OWNER. This statement was filed with the County Clerk of Los Angeles County on 06/22/2021. The registrant(s) has (have) commenced to transact business under the fictitious business name or names listed above on N/A. NOTICE: This Fictitious Name Statement expires five years from the date it was filed in the office of the County Clerk. A new Fictitious Business Name Statement must be filed prior to that date. Publish: Mountain Views News/JDC: [14, 1509, 222, 1653]
- legal-notice: [14, 1489, 222, 1664]
- notice-dates: Dates Pub: JUN 5, 12, 19, 26, 2021: [1138, 1240, 1257, 1251]
- notice-dates: Dates Pub: JUN 19, 26, JULY 3, 10, 2021: [238, 976, 378, 987]
- notice-body: The following person(s) is (are) doing business as: BUYE NIQUE, 7745 ACKERFIELD AVE APT 108, LONG BEACH, CA 90805. Full name of registrant(s) is (are) KATHLEEN N TUTT, 7745 ACKERFIELD AVE, LONG BEACH, CA 90805. This business is conducted by AN INDIVIDUAL. Signed: KATHLEEN N TUTT. This statement was filed with the County Clerk of Los Angeles County on 05/26/2021. NOTICE: This Fictitious Name Statement expires five years from the date it was filed in the office of the County Clerk. Publish: Mountain Views News/JDC: [913, 415, 1122, 518]
- notice-head: FICTITIOUS BUSINESS NAME STATEMENT File No. 2021-129807: [238, 547, 447, 569]
- notice-head: FICTITIOUS BUSINESS NAME STATEMENT File No. 2021136997: [14, 580, 222, 601]
- notice-head: FICTITIOUS BUSINESS NAME STATEMENT File No. 2021-126120: [238, 1595, 447, 1616]
- notice-body: The following person(s) has (have) abandoned the use of the fictitious business name: MENU TACOS, 4775 EAST CESAR CHAVEZ AVE, LOS ANGELES, CA 90022. The fictitious business name referred to above was filed on 01/23/2020, in the County of Los Angeles. Original file no. 2020027798. The business was conducted by AN INDIVIDUAL. This statement was filed with the County Clerk of Los Angeles County on 06/02/2021. Publish: Mountain Views News/JDC: [688, 873, 897, 966]
- notice-dates: Dates Pub: JUN 19, 26, JULY 3, 10, 2021: [238, 681, 378, 692]
- notice-dates: Dates Pub: JUN 12, 19, 26, JULY 3, 2021: [688, 549, 829, 560]
- footer-website[interactable]: Website: www.mtnviewsnews.com: [1134, 2539, 1345, 2557]
- page-number: 13: [1267, 1, 1339, 73]
- legal-notice: [464, 721, 672, 864]
- notice-head: FICTITIOUS BUSINESS NAME STATEMENT File No. 2021-129495: [463, 568, 672, 589]
- notice-body: The following person(s) is (are) doing business as: ITS A TREAT ORGANIC NAIL SPA, 1015 S CALIFORNIA AVE, WEST COVINA, CA 91790. Full name of registrant(s) is (are) JAMES PHAN, 1042 23RD ST WESTMINSTER, CA 92683. This business is conducted by AN INDIVIDUAL. Signed: JAMES PHAN, OWNER. This statement was filed with the County Clerk of Los Angeles County on 05/26/2021. The registrant(s) has (have) commenced to transact business under the fictitious business name or names listed above on 05/2021. NOTICE: This Fictitious Name Statement expires five years from the date it was filed in the office of the County Clerk. Publish: Mountain Views News/JDC: [14, 1845, 222, 1969]
- notice-head: FICTITIOUS BUSINESS NAME STATEMENT File No. 2021-128764: [238, 701, 447, 721]
- notice-head: FICTITIOUS BUSINESS NAME STATEMENT File No. 2021-115908: [913, 1107, 1122, 1127]
- notice-head: FICTITIOUS BUSINESS NAME STATEMENT File No. 2021-114666: [1138, 822, 1347, 843]
- notice-dates: Dates Pub: JUN 19, 26, JULY 3, 10, 2021: [238, 833, 378, 844]
- legal-notice: [688, 701, 896, 834]
- notice-dates: Dates Pub: JUN 19, 26, JULY 3, 10, 2021: [238, 1729, 378, 1740]
- notice-body: The following person(s) is (are) doing business as: WING WORKS, 1600 BEN HUR AVE, LOS ANGELES, CA 90031. Full name of registrant(s) is (are) KIMBERLY GRANOS RAMOS, 1600 BEN HUR AVE, LOS ANGELES, CA 90031. This business is conducted by AN INDIVIDUAL. Signed: KIMBERLY GRANOS RAMOS. This statement was filed with the County Clerk of Los Angeles County on 05/26/2021. NOTICE: This Fictitious Name Statement expires five years from the date it was filed in the office of the County Clerk. Publish: Mountain Views News/JDC: [913, 1432, 1122, 1536]
- legal-notice: [464, 569, 672, 712]
- legal-notice: [239, 853, 447, 987]
- legal-notice: [913, 1413, 1122, 1547]
- legal-notice: [1138, 1259, 1347, 1383]
- notice-body: The following person(s) is (are) doing business as: CRAFTED LINENS, 3700 BARHAM BLVD LOS ANGELES, CA 90068. Full name of registrant(s) is (are) SILVER JACOB PURDY, 3700 BARHAM BLVD, LOS ANGELES, CA 90068. This business is conducted by AN INDIVIDUAL. Signed: SILVER JACOB PURDY, OWNER. This statement was filed with the County Clerk of Los Angeles County on 06/22/2021. The registrant(s) has (have) commenced to transact business under the fictitious business name or names listed above on 06/2021. NOTICE: This Fictitious Name Statement expires five years from the date it was filed in the office of the County Clerk. A new Fictitious Business Name Statement must be filed prior to that date. Publish: Mountain Views News/JDC: [14, 1325, 222, 1470]
- footer-office-phone: Office: 626.355.2737: [596, 2539, 726, 2557]
- legal-notice: [688, 1138, 896, 1282]
- notice-dates: Dates Pub: JUN 12, 19, 26, JULY 3, 2021: [463, 549, 603, 560]
- notice-dates: Dates Pub: JUN 12, 19, 26, JULY 3, 2021: [463, 1434, 603, 1445]
- notice-head: FICTITIOUS BUSINESS NAME STATEMENT File No. 2021-117303: [913, 679, 1122, 701]
- notice-dates: Dates Pub: JUN 12, 19, 26, JULY 3, 2021: [688, 824, 829, 834]
- legal-notice: [1138, 1118, 1347, 1252]
- notice-head: FICTITIOUS BUSINESS NAME STATEMENT File No. 2021136993: [14, 1060, 222, 1081]
- footer-bar: [0, 2521, 1366, 2576]
- notice-body: The following person(s) is (are) doing business as: EMERALDS CANYON ROAD, 221 CANYON COUNTRY ROAD, CANYON COUNTRY, CA 91351. Full name of registrant(s) is (are) JORGE TORRES, 221 CANYON: [14, 2466, 222, 2507]
- notice-body: The following person(s) is (are) doing business as: KOSHAN VALENTINE, 612 S 78TH ST, LOS ANGELES, CA 90001. Full name of registrant(s) is (are) KOSHAN VALENTINE, 612 S 78TH ST, LOS ANGELES, CA 90001. This business is conducted by AN INDIVIDUAL. Signed: KOSHAN VALENTINE III. This statement was filed with the County Clerk of Los Angeles County on 06/07/2021. NOTICE: This Fictitious Name Statement expires five years from the date it was filed in the office of the County Clerk. Publish: Mountain Views News/JDC: [688, 721, 897, 824]
- notice-head: FICTITIOUS BUSINESS NAME STATEMENT File No. 2021-116727: [1138, 1544, 1347, 1565]
- notice-dates: Dates Pub: JUN 5, 12, 19, 26, 2021: [688, 1729, 807, 1740]
- notice-dates: Dates Pub: JUN 26, JULY 3, 10, 17, 2021: [14, 2427, 153, 2437]
- notice-head: FICTITIOUS BUSINESS NAME STATEMENT File No. 2021-132991: [238, 1443, 447, 1464]
- notice-head: FICTITIOUS BUSINESS NAME STATEMENT File No. 2021-129490: [463, 426, 672, 446]
- notice-dates: Dates Pub: JUN 26, JULY 3, 10, 17, 2021: [14, 1653, 153, 1664]
- notice-body: The following person(s) is (are) doing business as: CAROLE HOFFMAN DESIGN, 127 S GLENOAKS BLVD, GLENDALE, CA 91027. CAROL FRANK SPA 325 E GLENOAKS BLVD, GLENDALE, CA 91027. Full name of registrant(s) is (are) CAROLE HOFFMAN, 127 S GLENOAKS BLVD UNIT 1, GLENDALE, CA 91027. This business is conducted by A CORPORATION. Signed: ZOHE HEALTHY DESIGNS CEO. This statement was filed with the County Clerk of Los Angeles County on 06/18/2021. The registrant(s) has (have) commenced to transact business under the fictitious business name or names listed above on 12/2015. NOTICE: This Fictitious Name Statement expires five years from the date it was filed in the office of the County Clerk. A new Fictitious Business Name Statement must be filed prior to that date. The filing of this statement does not of itself authorize the use in this state of a Fictitious Business Name in violation of the rights of another under Federal, State, or common law (See section 14411 et seq., Business and Professions Code). Publish: Mountain Views News/JDC: [14, 601, 222, 806]
- notice-head: FICTITIOUS BUSINESS NAME STATEMENT File No. 2021138902: [14, 2140, 222, 2161]
- notice-head: FICTITIOUS BUSINESS NAME STATEMENT File No. 2021136995: [14, 1672, 222, 1693]
- legal-notice: [1138, 1697, 1347, 1841]
- notice-head: FICTITIOUS BUSINESS NAME STATEMENT File No. 2021187777: [14, 345, 222, 366]
- notice-head: FICTITIOUS BUSINESS NAME STATEMENT File No. 2021-119018: [913, 538, 1122, 558]
- legal-notice: [14, 2294, 222, 2437]
- notice-head: FICTITIOUS BUSINESS NAME STATEMENT File No. 2021-123155: [1138, 111, 1347, 131]
- notice-body: The following person(s) is (are) doing business as: SO CAL SOLAR, 5526 VINELAND AVE, NORTH HOLLYWOOD, CA 91601. MEAL PREP KINGS 7516 VIRNA AVE NORTH HOLLYWOOD, CA 91605. CARDIO KITCHEN 7516 VIRNA AVE NORTH HOLLYWOOD, CA 91605. Full name of registrant(s) is (are) A CORPORATION, 7516 VIRNA AVE, NORTH HOLLYWOOD, CA 91605. This business is conducted by A CORPORATION. Signed: HOME EQUITY GROUP INC, CEO. This statement was filed with the County Clerk of Los Angeles County on 06/21/2021. The registrant(s) has (have) commenced to transact business under the fictitious business name or names listed above on 05/2016. NOTICE: This Fictitious Name Statement expires five years from the date it was filed in the office of the County Clerk. A new Fictitious Business Name Statement must be filed prior to that date. The filing of this statement does not of itself authorize the use in this state of a Fictitious Business Name in violation of the rights of another under Federal, State, or common law (See section 14411 et seq., Business and Professions Code). Publish: Mountain Views News/JDC: [14, 1081, 222, 1287]
- notice-head: FICTITIOUS BUSINESS NAME STATEMENT File No. 2021137952: [14, 2293, 222, 2314]
- legal-notice: [1138, 680, 1347, 814]
- notice-dates: Dates Pub: JUN 5, 12, 19, 26, 2021: [913, 1535, 1032, 1546]
- legal-notice: [464, 1748, 672, 1892]
- legal-notice: [239, 701, 447, 844]
- notice-head: FICTITIOUS BUSINESS NAME STATEMENT File No. 2021136991: [14, 1987, 222, 2008]
- legal-notice: [1138, 1849, 1347, 1963]
- notice-dates: Dates Pub: JUN 5, 12, 19, 26, 2021: [913, 1688, 1032, 1699]
- notice-dates: Dates Pub: JUN 26, JULY 3, 10, 17, 2021: [14, 326, 153, 337]
- notice-dates: Dates Pub: JUN 19, 26, JULY 3, 10, 2021: [238, 375, 378, 386]
- notice-head: FICTITIOUS BUSINESS NAME STATEMENT File No. 2021-129201: [688, 415, 897, 437]
- dateline: [955, 70, 1339, 89]
- notice-head: FICTITIOUS BUSINESS NAME STATEMENT File No. 2021-129118: [463, 721, 672, 741]
- notice-body: The following person(s) is (are) doing business as: SWEETS ON WHEELS, 6111 N BEECHWOOD AVE, SOUTH GATE, CA 90280. Full name of registrant(s) is (are) CESAR CHAVEZ, 6111 N BEECHWOOD AVE, SOUTH GATE, CA 90280. This business is conducted by AN INDIVIDUAL. Signed: CESAR CHAVEZ. This statement was filed with the County Clerk of Los Angeles County on 06/03/2021. NOTICE: This Fictitious Name Statement expires five years from the date it was filed in the office of the County Clerk. Publish: Mountain Views News/JDC: [688, 131, 897, 234]
- notice-head: FICTITIOUS BUSINESS NAME STATEMENT File No. 2021-134119: [238, 111, 447, 131]
- notice-head: FICTITIOUS BUSINESS NAME STATEMENT File No. 2021-122144: [913, 832, 1122, 853]
- notice-head: FICTITIOUS BUSINESS NAME STATEMENT File No. 2021139114: [14, 1488, 222, 1510]
- notice-dates: Dates Pub: JUN 5, 12, 19, 26, 2021: [913, 813, 1032, 824]
- notice-body: The following person(s) is (are) doing business as: STEVENS INSURANCE SERVICES, 340 E CARSON ST, LONG BEACH, CA 90808. Full name of registrant(s) is (are) STEVEN PAUL WALKER, 340 E CARSON ST, LONG BEACH, CA 90808. This business is conducted by AN INDIVIDUAL. Signed: STEVEN PAUL WALKER. This statement was filed with the County Clerk of Los Angeles County on 06/08/2021. NOTICE: This Fictitious Name Statement expires five years from the date it was filed in the office of the County Clerk. Publish: Mountain Views News/JDC: [463, 1769, 672, 1882]
- notice-body: The following person(s) is (are) doing business as: GRACE HEALTHCARE SERVICES, 962 GOODYEAR AVE, DOWNEY, CA 90242. Full name of registrant(s) is (are) GRACE GUBACALA AZIGADO, 962 GOODYEAR AVE, DOWNEY, CA 90242. This business is conducted by AN INDIVIDUAL. Signed: GRACE GUBACALA ADIGADO. This statement was filed with the County Clerk of Los Angeles County on 06/01/2021. NOTICE: This Fictitious Name Statement expires five years from the date it was filed in the office of the County Clerk. Publish: Mountain Views News/JDC: [913, 853, 1122, 966]
- legal-notice: [464, 1606, 672, 1740]
- notice-column: [239, 111, 454, 2507]
- notice-dates: Dates Pub: JUN 5, 12, 19, 26, 2021: [1138, 1678, 1257, 1688]
- website-domain: mtnviewsnews.com: [1128, 2478, 1330, 2502]
- legal-notice: [14, 345, 222, 571]
- notice-body: The following person(s) is (are) doing business as: THE POCHO, 833 ATLANTIC AVE, CUDAHY, CA 90201. Full name of registrant(s) is (are) JOSE ANTONIO AMADO, 833 ATLANTIC AVE, CUDAHY, CA 90201. This business is conducted by AN INDIVIDUAL. Signed: JOSE ANTONIO AMADO. This statement was filed with the County Clerk of Los Angeles County on 06/15/2021. NOTICE: This Fictitious Name Statement expires five years from the date it was filed in the office of the County Clerk. Publish: Mountain Views News/JDC: [238, 1321, 447, 1424]
- notice-head: FICTITIOUS BUSINESS NAME STATEMENT File No. 2021138775: [14, 1305, 222, 1326]
- notice-body: The following person(s) is (are) doing business as: WISH BAKERY, 2733 CARBON ST, HAWTHORNE, CA 90250. Full name of registrant(s) is (are) AMBROSIA NAOMI VALENCIA, 2733 CARBON ST, HAWTHORNE, CA 90250. This business is conducted by AN INDIVIDUAL. Signed: AMBROSIA NAOMI VALENCIA. This statement was filed with the County Clerk of Los Angeles County on 05/20/2021. Publish: Mountain Views News/JDC: [1138, 1870, 1347, 1952]
- notice-head: FICTITIOUS BUSINESS NAME STATEMENT File No. 2021-116521: [913, 1554, 1122, 1575]
- legal-notice: [913, 986, 1122, 1099]
